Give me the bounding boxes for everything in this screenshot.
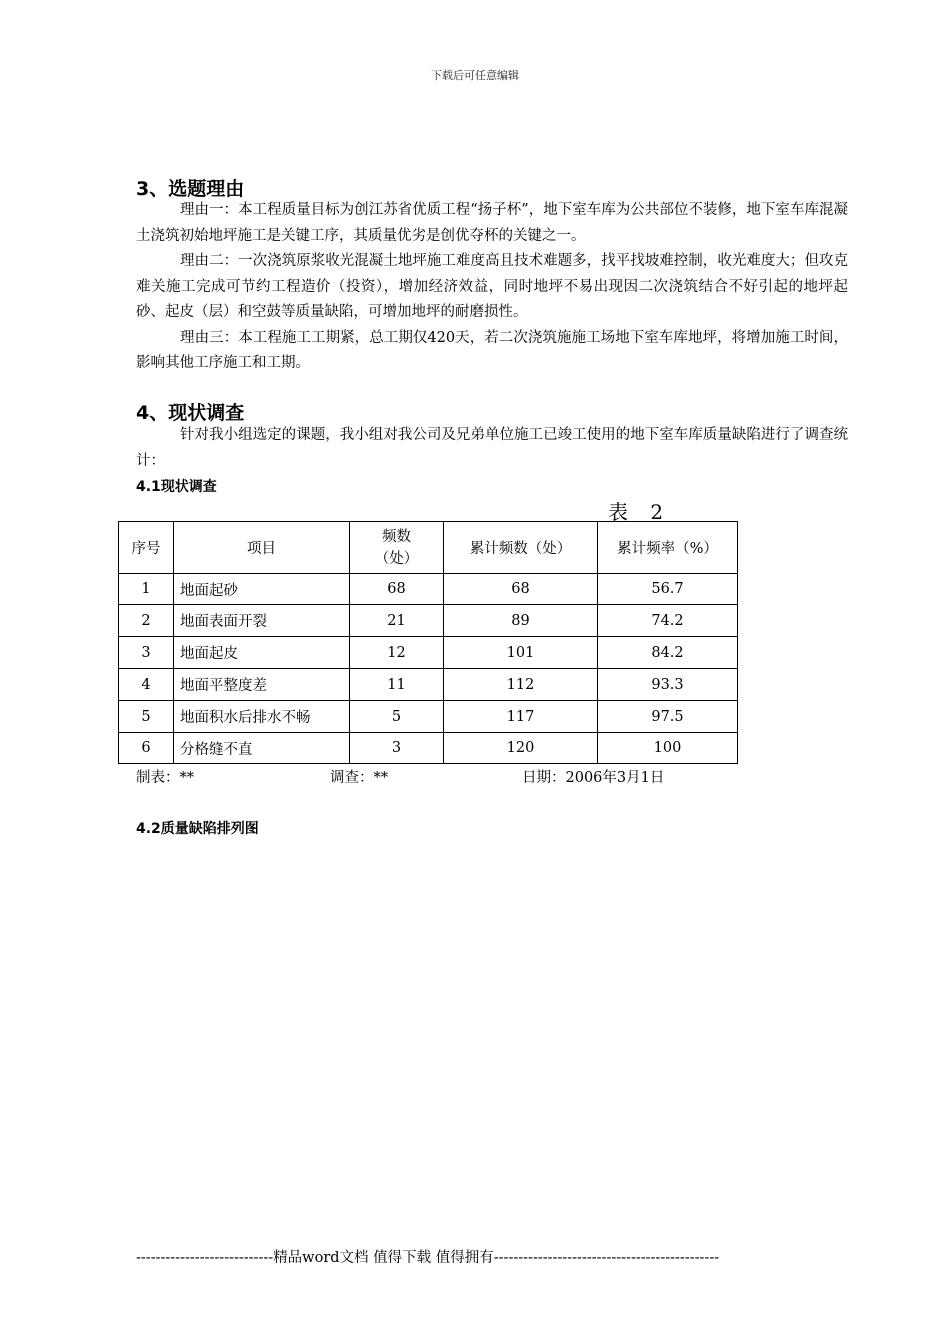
subsection-4-1-title: 4.1现状调查 — [136, 479, 217, 495]
section3-title: 3、选题理由 — [136, 178, 245, 200]
cell-cumulative-rate: 97.5 — [598, 701, 738, 733]
cell-index: 2 — [119, 605, 174, 637]
table-footer-made-by: 制表：** — [136, 770, 194, 786]
header-cell-index: 序号 — [119, 522, 174, 574]
cell-cumulative-frequency: 68 — [444, 574, 598, 605]
cell-item: 地面起皮 — [174, 637, 350, 669]
section3-body — [136, 198, 848, 377]
cell-frequency: 12 — [350, 637, 444, 669]
cell-index: 6 — [119, 733, 174, 764]
cell-index: 1 — [119, 574, 174, 605]
table-footer-date: 日期：2006年3月1日 — [522, 770, 665, 786]
header-cell-frequency: 频数 （处） — [350, 522, 444, 574]
section4-title: 4、现状调查 — [136, 402, 245, 424]
cell-frequency: 5 — [350, 701, 444, 733]
cell-frequency: 11 — [350, 669, 444, 701]
cell-cumulative-frequency: 89 — [444, 605, 598, 637]
table-row — [119, 574, 738, 605]
cell-index: 3 — [119, 637, 174, 669]
table-row — [119, 733, 738, 764]
cell-frequency: 3 — [350, 733, 444, 764]
cell-item: 地面表面开裂 — [174, 605, 350, 637]
cell-cumulative-frequency: 120 — [444, 733, 598, 764]
cell-item: 分格缝不直 — [174, 733, 350, 764]
table-row — [119, 637, 738, 669]
page-header-note: 下载后可任意编辑 — [431, 69, 519, 82]
cell-cumulative-rate: 84.2 — [598, 637, 738, 669]
table-row — [119, 605, 738, 637]
subsection-4-2-title: 4.2质量缺陷排列图 — [136, 821, 259, 837]
cell-item: 地面起砂 — [174, 574, 350, 605]
cell-cumulative-frequency: 112 — [444, 669, 598, 701]
reason-2-paragraph: 理由二：一次浇筑原浆收光混凝土地坪施工难度高且技术难题多，找平找坡难控制，收光难度大；但攻克难关施工完成可节约工程造价（投资），增加经济效益，同时地坪不易出现因二次浇筑结合不好引起的地坪起砂、起皮（层）和空鼓等质量缺陷，可增加地坪的耐磨损性。 — [136, 253, 848, 320]
cell-index: 5 — [119, 701, 174, 733]
cell-frequency: 68 — [350, 574, 444, 605]
bottom-banner: ----------------------------精品word文档 值得下载 值得拥有---------------------------------------------- — [136, 1250, 720, 1266]
header-cell-item: 项目 — [174, 522, 350, 574]
cell-cumulative-rate: 74.2 — [598, 605, 738, 637]
cell-item: 地面平整度差 — [174, 669, 350, 701]
reason-3-paragraph: 理由三：本工程施工工期紧，总工期仅420天，若二次浇筑施施工场地下室车库地坪，将增加施工时间，影响其他工序施工和工期。 — [136, 329, 848, 371]
cell-cumulative-frequency: 101 — [444, 637, 598, 669]
header-cell-cumulative-frequency: 累计频数（处） — [444, 522, 598, 574]
section4-intro: 针对我小组选定的课题，我小组对我公司及兄弟单位施工已竣工使用的地下室车库质量缺陷进行了调查统计： — [136, 427, 848, 469]
cell-frequency: 21 — [350, 605, 444, 637]
header-cell-cumulative-rate: 累计频率（%） — [598, 522, 738, 574]
table-footer-survey: 调查：** — [330, 770, 388, 786]
table-row — [119, 669, 738, 701]
cell-cumulative-rate: 100 — [598, 733, 738, 764]
defect-survey-table — [118, 521, 738, 764]
cell-cumulative-rate: 93.3 — [598, 669, 738, 701]
cell-item: 地面积水后排水不畅 — [174, 701, 350, 733]
cell-cumulative-rate: 56.7 — [598, 574, 738, 605]
reason-1-paragraph: 理由一：本工程质量目标为创江苏省优质工程“扬子杯”，地下室车库为公共部位不装修，地下室车库混凝土浇筑初始地坪施工是关键工序，其质量优劣是创优夺杯的关键之一。 — [136, 202, 848, 244]
table-header-row — [119, 522, 738, 574]
cell-cumulative-frequency: 117 — [444, 701, 598, 733]
table-caption: 表 2 — [608, 500, 672, 524]
cell-index: 4 — [119, 669, 174, 701]
table-row — [119, 701, 738, 733]
